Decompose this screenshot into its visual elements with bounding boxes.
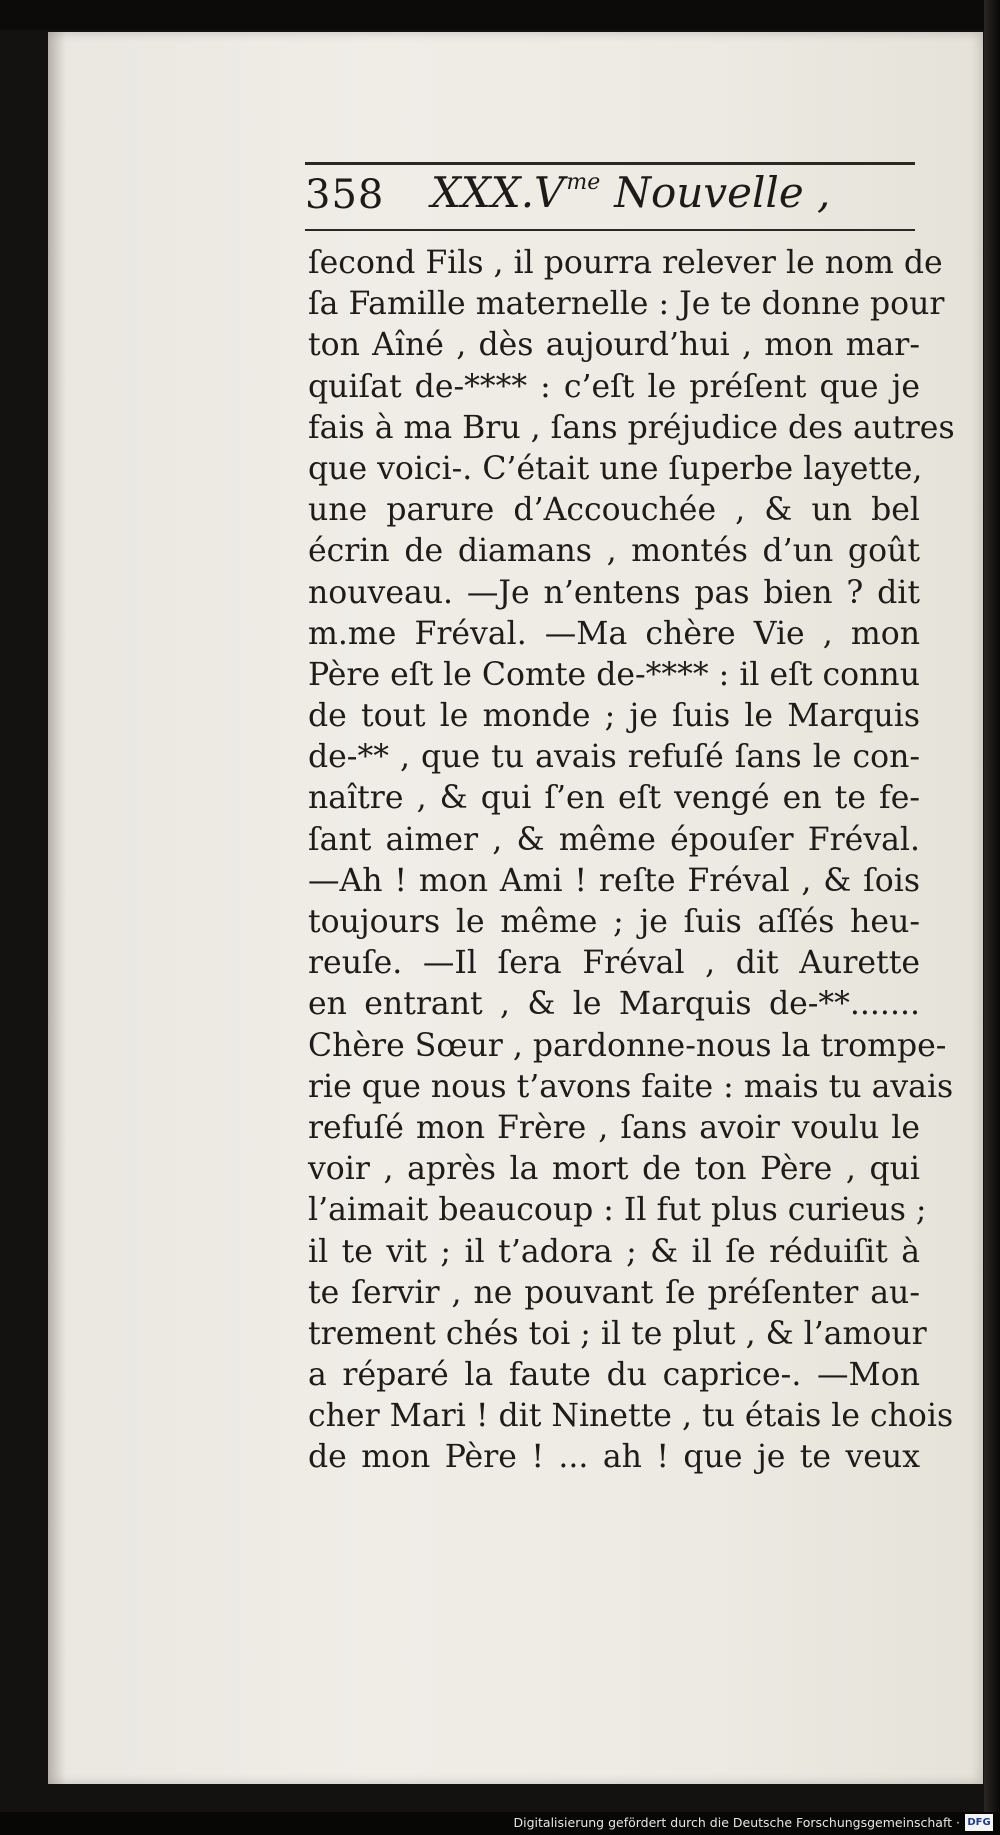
page-header xyxy=(305,168,915,228)
text-line: trement chés toi ; il te plut , & l’amour xyxy=(308,1315,927,1352)
text-line: a réparé la faute du caprice-. —Mon xyxy=(308,1357,920,1394)
text-line: —Ah ! mon Ami ! reſte Fréval , & ſois xyxy=(308,862,920,899)
text-line: Père eſt le Comte de-**** : il eſt connu xyxy=(308,656,920,693)
text-line: toujours le même ; je ſuis aſſés heu- xyxy=(308,904,920,940)
running-head-suffix: Nouvelle , xyxy=(614,168,831,217)
text-line: reuſe. —Il ſera Fréval , dit Aurette xyxy=(308,945,920,982)
text-line: de tout le monde ; je ſuis le Marquis xyxy=(308,698,920,735)
text-line: ſecond Fils , il pourra relever le nom de xyxy=(308,245,943,281)
digitization-credit: Digitalisierung gefördert durch die Deutsche Forschungsgemeinschaft · xyxy=(513,1815,960,1830)
scan-background-top xyxy=(0,0,1000,30)
running-head-prefix: XXX.V xyxy=(431,168,565,217)
text-line: de-** , que tu avais refuſé ſans le con- xyxy=(308,739,920,776)
text-line: m.me Fréval. —Ma chère Vie , mon xyxy=(308,615,920,652)
text-line: voir , après la mort de ton Père , qui xyxy=(308,1151,920,1188)
page-body-text xyxy=(308,243,955,1479)
text-line: une parure d’Accouchée , & un bel xyxy=(308,492,920,529)
text-line: que voici-. C’était une ſuperbe layette, xyxy=(308,450,923,487)
page-gutter-shadow xyxy=(48,32,66,1784)
text-line: ſant aimer , & même épouſer Fréval. xyxy=(308,821,920,858)
text-line: rie que nous t’avons faite : mais tu avais xyxy=(308,1068,954,1105)
page-number: 358 xyxy=(305,172,385,218)
dfg-logo: DFG xyxy=(965,1814,993,1831)
text-line: fais à ma Bru , ſans préjudice des autres xyxy=(308,409,955,446)
text-line: ſa Famille maternelle : Je te donne pour xyxy=(308,286,945,323)
text-line: il te vit ; il t’adora ; & il ſe réduiſit à xyxy=(308,1233,920,1270)
text-line: écrin de diamans , montés d’un goût xyxy=(308,533,920,570)
text-line: Chère Sœur , pardonne-nous la trompe- xyxy=(308,1027,947,1064)
text-line: quiſat de-**** : c’eſt le préſent que je xyxy=(308,368,920,405)
text-line: l’aimait beaucoup : Il fut plus curieus ; xyxy=(308,1192,927,1229)
text-line: de mon Père ! ... ah ! que je te veux xyxy=(308,1439,920,1476)
scan-background-right xyxy=(984,0,1000,1835)
running-head xyxy=(431,168,830,217)
running-head-superscript: me xyxy=(566,170,601,195)
text-line: nouveau. —Je n’entens pas bien ? dit xyxy=(308,574,920,611)
text-line: ton Aîné , dès aujourd’hui , mon mar- xyxy=(308,327,920,364)
header-rule-bottom xyxy=(305,229,915,231)
text-line: en entrant , & le Marquis de-**....... xyxy=(308,986,920,1023)
text-line: naître , & qui ſ’en eſt vengé en te fe- xyxy=(308,780,920,817)
text-line: te ſervir , ne pouvant ſe préſenter au- xyxy=(308,1274,920,1311)
text-line: refuſé mon Frère , ſans avoir voulu le xyxy=(308,1109,920,1146)
text-line: cher Mari ! dit Ninette , tu étais le chois xyxy=(308,1398,954,1435)
header-rule-top xyxy=(305,162,915,165)
